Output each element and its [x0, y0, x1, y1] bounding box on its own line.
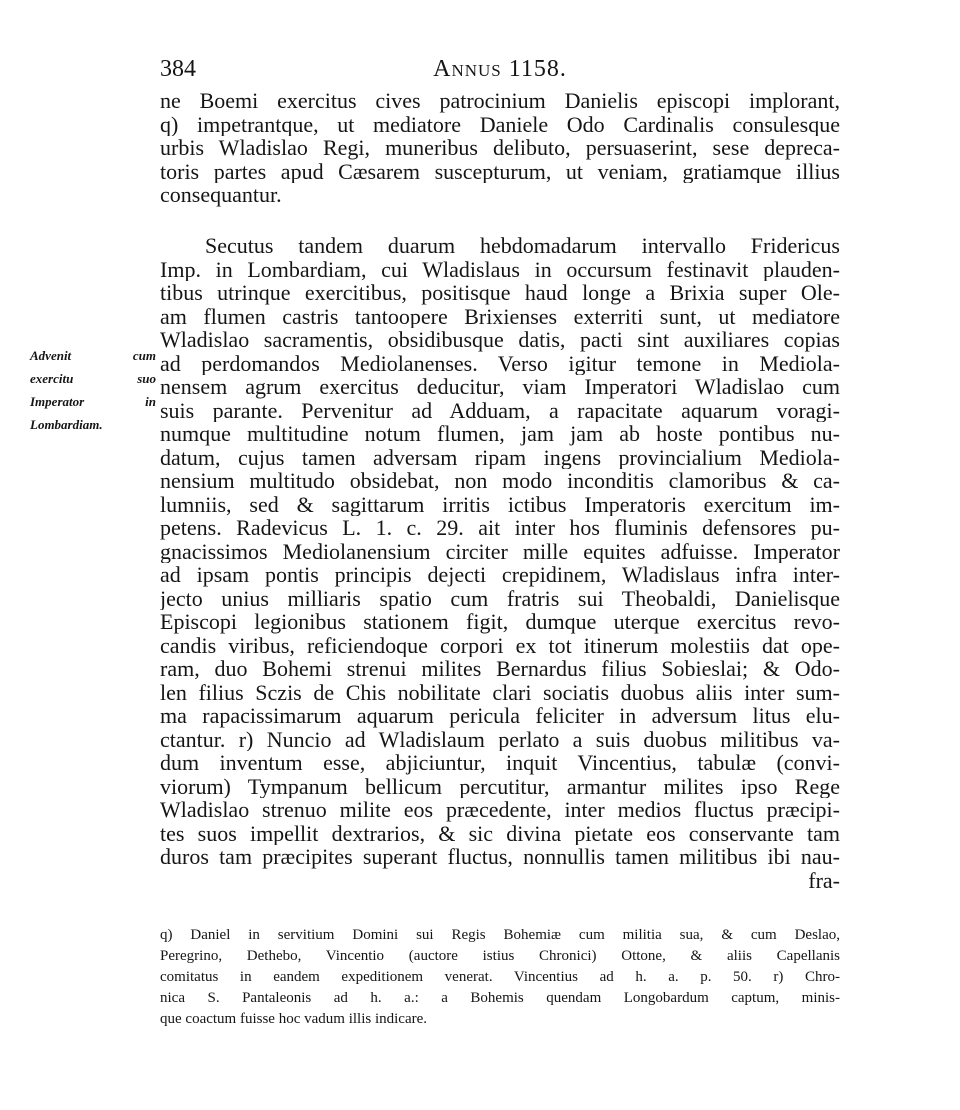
- paragraph-2: [160, 234, 840, 892]
- text-line: candis viribus, reficiendoque corpori ex tot itinerum molestiis dat ope-: [160, 633, 840, 657]
- footnote-line: Peregrino, Dethebo, Vincentio (auctore istius Chronici) Ottone, & aliis Capellanis: [160, 948, 840, 964]
- text-line: ma rapacissimarum aquarum pericula feliciter in adversum litus elu-: [160, 704, 840, 728]
- paragraph-1: [160, 89, 840, 207]
- text-line: Episcopi legionibus stationem figit, dumque uterque exercitus revo-: [160, 610, 840, 634]
- text-line: tibus utrinque exercitibus, positisque haud longe a Brixia super Ole-: [160, 281, 840, 305]
- text-line: tes suos impellit dextrarios, & sic divina pietate eos conservante tam: [160, 821, 840, 845]
- text-line: Wladislao sacramentis, obsidibusque datis, pacti sint auxiliares copias: [160, 328, 840, 352]
- text-line: datum, cujus tamen adversam ripam ingens provincialium Mediola-: [160, 445, 840, 469]
- footnote-line: q) Daniel in servitium Domini sui Regis Bohemiæ cum militia sua, & cum Deslao,: [160, 927, 840, 943]
- text-line: petens. Radevicus L. 1. c. 29. ait inter hos fluminis defensores pu-: [160, 516, 840, 540]
- running-title: Annus 1158.: [433, 56, 567, 82]
- text-line: nensium multitudo obsidebat, non modo inconditis clamoribus & ca-: [160, 469, 840, 493]
- text-line: consequantur.: [160, 183, 282, 207]
- text-line: nensem agrum exercitus deducitur, viam Imperatori Wladislao cum: [160, 375, 840, 399]
- footnote-line: nica S. Pantaleonis ad h. a.: a Bohemis quendam Longobardum captum, minis-: [160, 990, 840, 1006]
- text-line: ad perdomandos Mediolanenses. Verso igitur temone in Mediola-: [160, 351, 840, 375]
- page-header: [160, 56, 840, 90]
- margin-note-line: exercitu suo: [30, 371, 156, 386]
- margin-note-line: Imperator in: [30, 394, 156, 409]
- margin-note-line: Lombardiam.: [30, 417, 103, 432]
- text-line: jecto unius milliaris spatio cum fratris sui Theobaldi, Danielisque: [160, 586, 840, 610]
- text-line: am flumen castris tantoopere Brixienses exterriti sunt, ut mediatore: [160, 304, 840, 328]
- catchword: fra-: [808, 868, 840, 892]
- text-line: Imp. in Lombardiam, cui Wladislaus in occursum festinavit plauden-: [160, 257, 840, 281]
- text-line: numque multitudine notum flumen, jam jam ab hoste pontibus nu-: [160, 422, 840, 446]
- text-line: suis parante. Pervenitur ad Adduam, a rapacitate aquarum voragi-: [160, 398, 840, 422]
- margin-note: [30, 344, 156, 436]
- text-line: gnacissimos Mediolanensium circiter mille equites adfuisse. Imperator: [160, 539, 840, 563]
- text-line: len filius Sczis de Chis nobilitate clari sociatis duobus aliis inter sum-: [160, 680, 840, 704]
- page-number: 384: [160, 56, 196, 82]
- margin-note-line: Advenit cum: [30, 348, 156, 363]
- text-line: Wladislao strenuo milite eos præcedente, inter medios fluctus præcipi-: [160, 798, 840, 822]
- footnote-line: que coactum fuisse hoc vadum illis indicare.: [160, 1011, 428, 1027]
- text-line: duros tam præcipites superant fluctus, nonnullis tamen militibus ibi nau-: [160, 845, 840, 869]
- footnotes: [160, 925, 840, 1030]
- text-line: ad ipsam pontis principis dejecti crepidinem, Wladislaus infra inter-: [160, 563, 840, 587]
- text-line: lumniis, sed & sagittarum irritis ictibus Imperatoris exercitum im-: [160, 492, 840, 516]
- text-line: ram, duo Bohemi strenui milites Bernardus filius Sobieslai; & Odo-: [160, 657, 840, 681]
- text-line: viorum) Tympanum bellicum percutitur, armantur milites ipso Rege: [160, 774, 840, 798]
- text-line: ctantur. r) Nuncio ad Wladislaum perlato a suis duobus militibus va-: [160, 727, 840, 751]
- footnote-line: comitatus in eandem expeditionem venerat. Vincentius ad h. a. p. 50. r) Chro-: [160, 969, 840, 985]
- text-line: dum inventum esse, abjiciuntur, inquit Vincentius, tabulæ (convi-: [160, 751, 840, 775]
- text-line: q) impetrantque, ut mediatore Daniele Odo Cardinalis consulesque: [160, 112, 840, 136]
- text-line: Secutus tandem duarum hebdomadarum intervallo Fridericus: [205, 234, 840, 258]
- text-line: urbis Wladislao Regi, muneribus delibuto, persuaserint, sese depreca-: [160, 136, 840, 160]
- text-line: ne Boemi exercitus cives patrocinium Danielis episcopi implorant,: [160, 89, 840, 113]
- text-line: toris partes apud Cæsarem suscepturum, ut veniam, gratiamque illius: [160, 159, 840, 183]
